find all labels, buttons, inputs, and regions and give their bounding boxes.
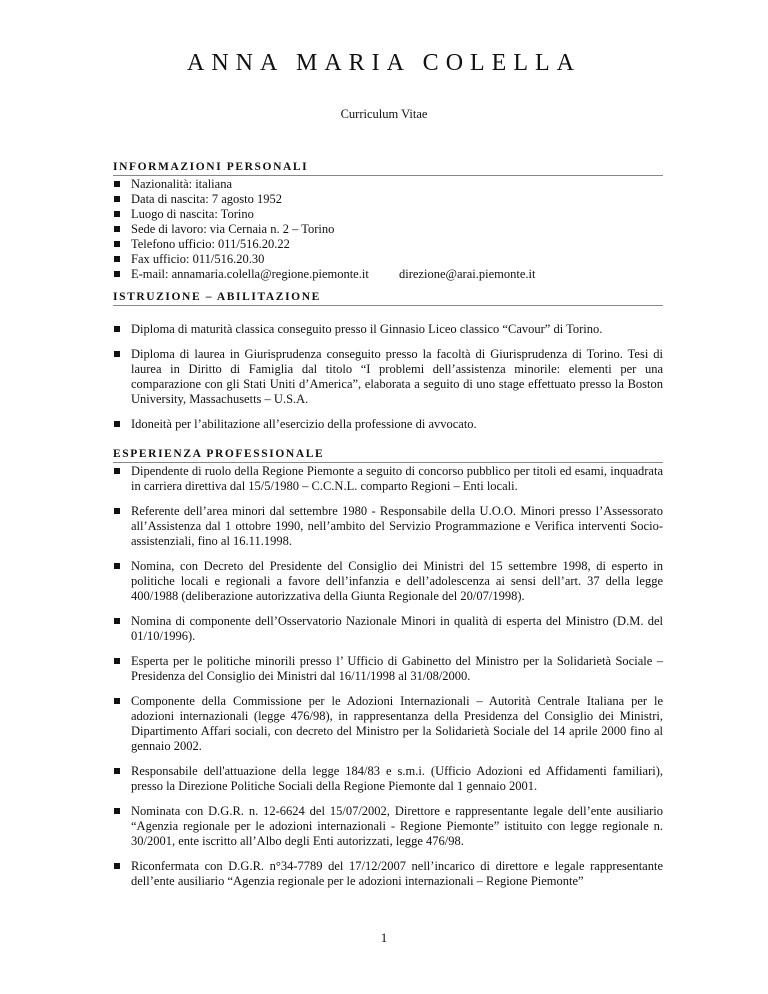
section-personal (113, 160, 663, 282)
page-number: 1 (380, 930, 388, 945)
list-item: Nomina, con Decreto del Presidente del Consiglio dei Ministri del 15 settembre 1998, di esperto in politiche locali e regionali a favore dell’infanzia e dell’adolescenza ai sensi dell’art. 37 della legge 400/1988 (deliberazione autorizzativa della Giunta Regionale del 20/07/1998). (113, 559, 663, 604)
bullet-icon (114, 508, 120, 514)
document-subtitle: Curriculum Vitae (340, 107, 428, 121)
bullet-icon (114, 658, 120, 664)
bullet-icon (114, 181, 120, 187)
list-item: Riconfermata con D.G.R. n°34-7789 del 17/12/2007 nell’incarico di direttore e legale rappresentante dell’ente ausiliario “Agenzia regionale per le adozioni internazionali – Regione Piemonte” (113, 859, 663, 889)
list-item: Esperta per le politiche minorili presso l’ Ufficio di Gabinetto del Ministro per la Solidarietà Sociale – Presidenza del Consiglio dei Ministri dal 16/11/1998 al 31/08/2000. (113, 654, 663, 684)
bullet-icon (114, 563, 120, 569)
list-item: Luogo di nascita: Torino (113, 207, 663, 222)
list-item (113, 267, 663, 282)
section-experience (113, 447, 663, 889)
list-item: Sede di lavoro: via Cernaia n. 2 – Torino (113, 222, 663, 237)
list-item: Diploma di maturità classica conseguito presso il Ginnasio Liceo classico “Cavour” di Torino. (113, 322, 663, 337)
email-secondary[interactable]: direzione@arai.piemonte.it (399, 267, 536, 281)
bullet-icon (114, 863, 120, 869)
section-heading-personal: INFORMAZIONI PERSONALI (113, 160, 663, 176)
bullet-icon (114, 421, 120, 427)
personal-list (113, 177, 663, 282)
list-item: Nazionalità: italiana (113, 177, 663, 192)
education-list (113, 322, 663, 432)
bullet-icon (114, 226, 120, 232)
email-primary[interactable]: E-mail: annamaria.colella@regione.piemonte.it (131, 267, 369, 281)
bullet-icon (114, 196, 120, 202)
list-item: Fax ufficio: 011/516.20.30 (113, 252, 663, 267)
bullet-icon (114, 211, 120, 217)
list-item: Data di nascita: 7 agosto 1952 (113, 192, 663, 207)
list-item: Referente dell’area minori dal settembre 1980 - Responsabile della U.O.O. Minori presso l’Assessorato all’Assistenza dal 1 ottobre 1990, nell’ambito del Servizio Programmazione e Verifica interventi Socio-assistenziali, fino al 16.11.1998. (113, 504, 663, 549)
bullet-icon (114, 256, 120, 262)
bullet-icon (114, 351, 120, 357)
list-item: Telefono ufficio: 011/516.20.22 (113, 237, 663, 252)
section-education (113, 290, 663, 432)
list-item: Idoneità per l’abilitazione all’esercizio della professione di avvocato. (113, 417, 663, 432)
bullet-icon (114, 271, 120, 277)
bullet-icon (114, 808, 120, 814)
section-heading-education: ISTRUZIONE – ABILITAZIONE (113, 290, 663, 306)
list-item: Nomina di componente dell’Osservatorio Nazionale Minori in qualità di esperta del Ministro (D.M. del 01/10/1996). (113, 614, 663, 644)
experience-list (113, 464, 663, 889)
candidate-name: ANNA MARIA COLELLA (187, 50, 581, 76)
list-item: Nominata con D.G.R. n. 12-6624 del 15/07/2002, Direttore e rappresentante legale dell’ente ausiliario “Agenzia regionale per le adozioni internazionali - Regione Piemonte” istituito con legge regionale n. 30/2001, ente iscritto all’Albo degli Enti autorizzati, legge 476/98. (113, 804, 663, 849)
bullet-icon (114, 698, 120, 704)
list-item: Dipendente di ruolo della Regione Piemonte a seguito di concorso pubblico per titoli ed esami, inquadrata in carriera direttiva dal 15/5/1980 – C.C.N.L. comparto Regioni – Enti locali. (113, 464, 663, 494)
list-item: Responsabile dell'attuazione della legge 184/83 e s.m.i. (Ufficio Adozioni ed Affidamenti familiari), presso la Direzione Politiche Sociali della Regione Piemonte dal 1 gennaio 2001. (113, 764, 663, 794)
list-item: Diploma di laurea in Giurisprudenza conseguito presso la facoltà di Giurisprudenza di Torino. Tesi di laurea in Diritto di Famiglia dal titolo “I problemi dell’assistenza minorile: elementi per una comparazione con gli Stati Uniti d’America”, elaborata a seguito di uno stage effettuato presso la Boston University, Massachusetts – U.S.A. (113, 347, 663, 407)
bullet-icon (114, 618, 120, 624)
bullet-icon (114, 468, 120, 474)
section-heading-experience: ESPERIENZA PROFESSIONALE (113, 447, 663, 463)
bullet-icon (114, 241, 120, 247)
list-item: Componente della Commissione per le Adozioni Internazionali – Autorità Centrale Italiana per le adozioni internazionali (legge 476/98), in rappresentanza della Presidenza del Consiglio dei Ministri, Dipartimento Affari sociali, con decreto del Ministro per la Solidarietà Sociale del 14 aprile 2000 fino al gennaio 2002. (113, 694, 663, 754)
bullet-icon (114, 768, 120, 774)
bullet-icon (114, 326, 120, 332)
